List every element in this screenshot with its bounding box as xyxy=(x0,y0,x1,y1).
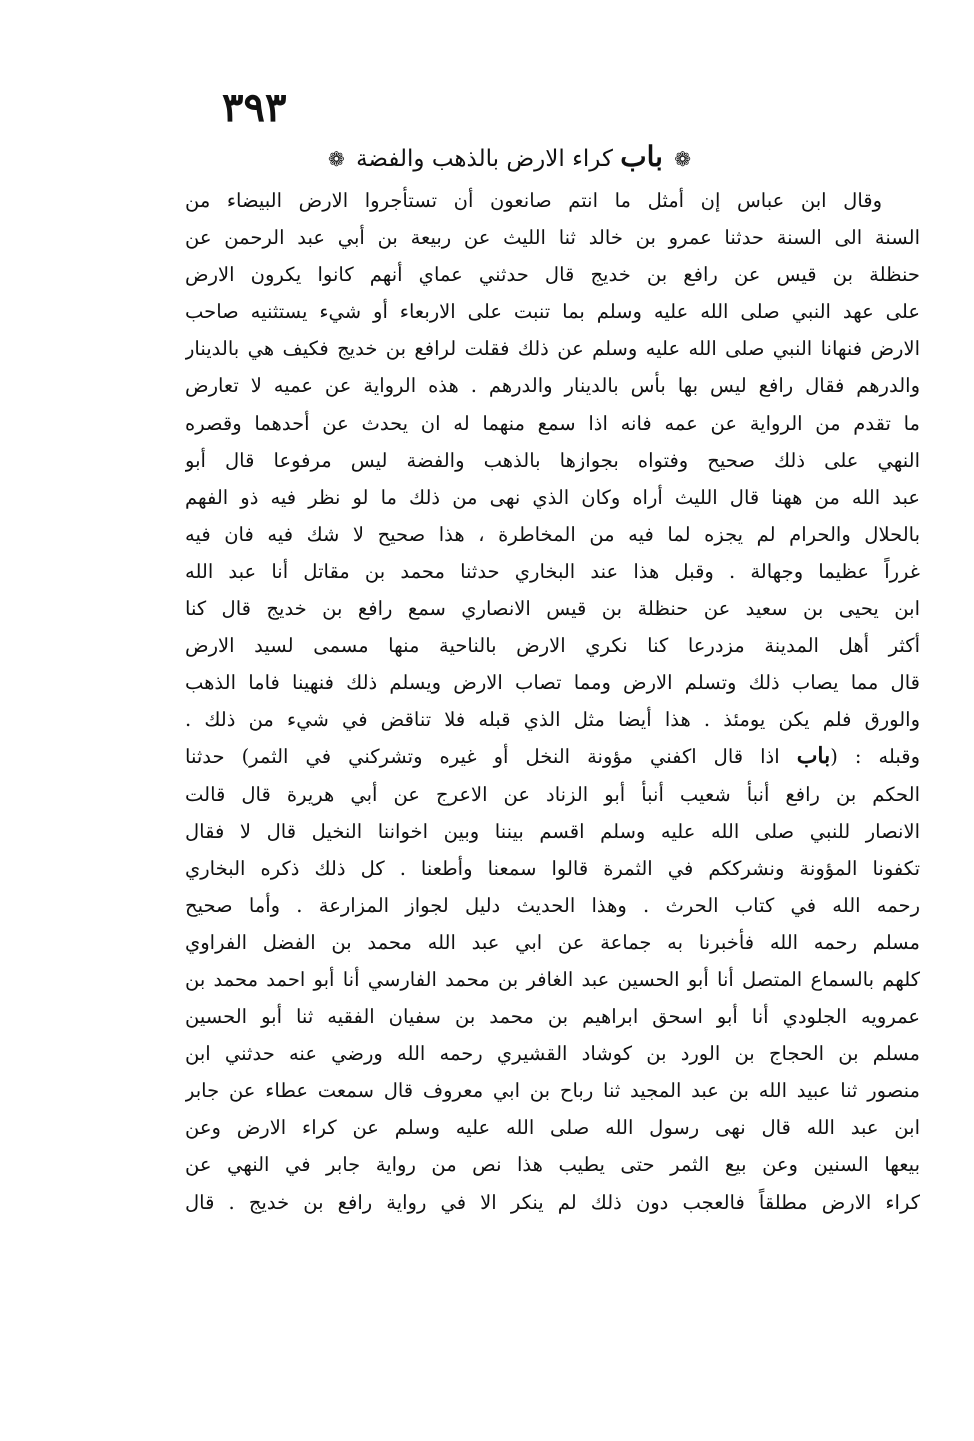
text-line: والدرهم فقال رافع ليس بها بأس بالدينار والدرهم . هذه الرواية عن عميه لا تعارض xyxy=(185,374,920,398)
text-line: الانصار للنبي صلى الله عليه وسلم اقسم بيننا وبين اخواننا النخيل قال لا فقال xyxy=(185,819,920,843)
text-line: والورق فلم يكن يومئذ . هذا أيضا مثل الذي قبله فلا تناقض في شيء من ذلك . xyxy=(185,708,920,732)
text-line: ابن يحيى بن سعيد عن حنظلة بن قيس الانصاري سمع رافع بن خديج قال كنا xyxy=(185,597,920,621)
page-number: ٣٩٣ xyxy=(222,84,287,131)
text-line: ابن عبد الله قال نهى رسول الله صلى الله عليه وسلم عن كراء الارض وعن xyxy=(185,1116,920,1140)
body-text xyxy=(185,182,920,1221)
text-line: رحمه الله في كتاب الحرث . وهذا الحديث دليل لجواز المزارعة . وأما صحيح xyxy=(185,893,920,917)
text-line: السنة الى السنة حدثنا عمرو بن خالد ثنا الليث عن ربيعة بن أبي عبد الرحمن عن xyxy=(185,226,920,250)
bab-inline-label: باب xyxy=(796,743,831,770)
text-line: بيعها السنين وعن بيع الثمر حتى يطيب هذا نص من رواية جابر في النهي عن xyxy=(185,1153,920,1177)
text-line: أكثر أهل المدينة مزدرعا كنا نكري الارض بالناحية منها مسمى لسيد الارض xyxy=(185,634,920,658)
text-line: ما تقدم من الرواية عن عمه فانه اذا سمع منهما له ان يحدث عن أحدهما وقصره xyxy=(185,411,920,435)
text-line: وقال ابن عباس إن أمثل ما انتم صانعون أن تستأجروا الارض البيضاء من xyxy=(185,189,882,212)
text-line: على عهد النبي صلى الله عليه وسلم بما تنبت على الاربعاء أو شيء يستثنيه صاحب xyxy=(185,300,920,324)
ornament-left-icon: ❁ xyxy=(328,147,345,171)
text-line: منصور ثنا عبيد الله بن عبد المجيد ثنا رباح بن ابي معروف قال سمعت عطاء عن جابر xyxy=(185,1079,920,1103)
ornament-right-icon: ❁ xyxy=(674,147,691,171)
text-line: عمرويه الجلودي أنا أبو اسحق ابراهيم بن محمد بن سفيان الفقيه ثنا أبو الحسين xyxy=(185,1005,920,1029)
text-line: غرراً عظيما وجهالة . وقبل هذا عند البخاري حدثنا محمد بن مقاتل أنا عبد الله xyxy=(185,559,920,583)
text-line: كراء الارض مطلقاً فالعجب دون ذلك لم ينكر الا في رواية رافع بن خديج . قال xyxy=(185,1190,920,1214)
text-line: الارض فنهانا النبي صلى الله عليه وسلم عن ذلك فقلت لرافع بن خديج فكيف هي بالدينار xyxy=(185,337,920,361)
text-line: تكفونا المؤونة ونشرككم في الثمرة قالوا سمعنا وأطعنا . كل ذلك ذكره البخاري xyxy=(185,856,920,880)
text-line: كلهم بالسماع المتصل أنا أبو الحسين عبد الغافر بن محمد الفارسي أنا أبو احمد محمد بن xyxy=(185,967,920,991)
chapter-heading xyxy=(330,140,695,174)
text-line: النهي على ذلك صحيح وفتواه بجوازها بالذهب والفضة ليس مرفوعا قال أبو xyxy=(185,448,920,472)
bab-line xyxy=(185,738,920,775)
text-line: قال مما يصاب ذلك وتسلم الارض ومما تصاب الارض ويسلم ذلك فنهينا فاما الذهب xyxy=(185,671,920,695)
text-line: الحكم بن رافع أنبأ شعيب أنبأ أبو الزناد عن الاعرج عن أبي هريرة قال قالت xyxy=(185,782,920,806)
text-line: مسلم بن الحجاج بن الورد بن كوشاد القشيري رحمه الله ورضي عنه حدثني ابن xyxy=(185,1042,920,1066)
text-line: مسلم رحمه الله فأخبرنا به جماعة عن ابي عبد الله محمد بن الفضل الفراوي xyxy=(185,930,920,954)
text-line: عبد الله من ههنا قال الليث أراه وكان الذي نهى من ذلك ما لو نظر فيه ذو الفهم xyxy=(185,485,920,509)
bab-line-rest: اذا قال اكفني مؤونة النخل أو غيره وتشركني في الثمر) حدثنا xyxy=(185,745,797,769)
chapter-label: باب xyxy=(620,140,663,173)
text-line: حنظلة بن قيس عن رافع بن خديج قال حدثني عماي أنهم كانوا يكرون الارض xyxy=(185,263,920,287)
chapter-title: كراء الارض بالذهب والفضة xyxy=(356,146,613,172)
bab-line-lead: وقبله : ( xyxy=(830,745,920,769)
text-line: بالحلال والحرام لم يجزه لما فيه من المخاطرة ، هذا صحيح لا شك فيه فان فيه xyxy=(185,522,920,546)
